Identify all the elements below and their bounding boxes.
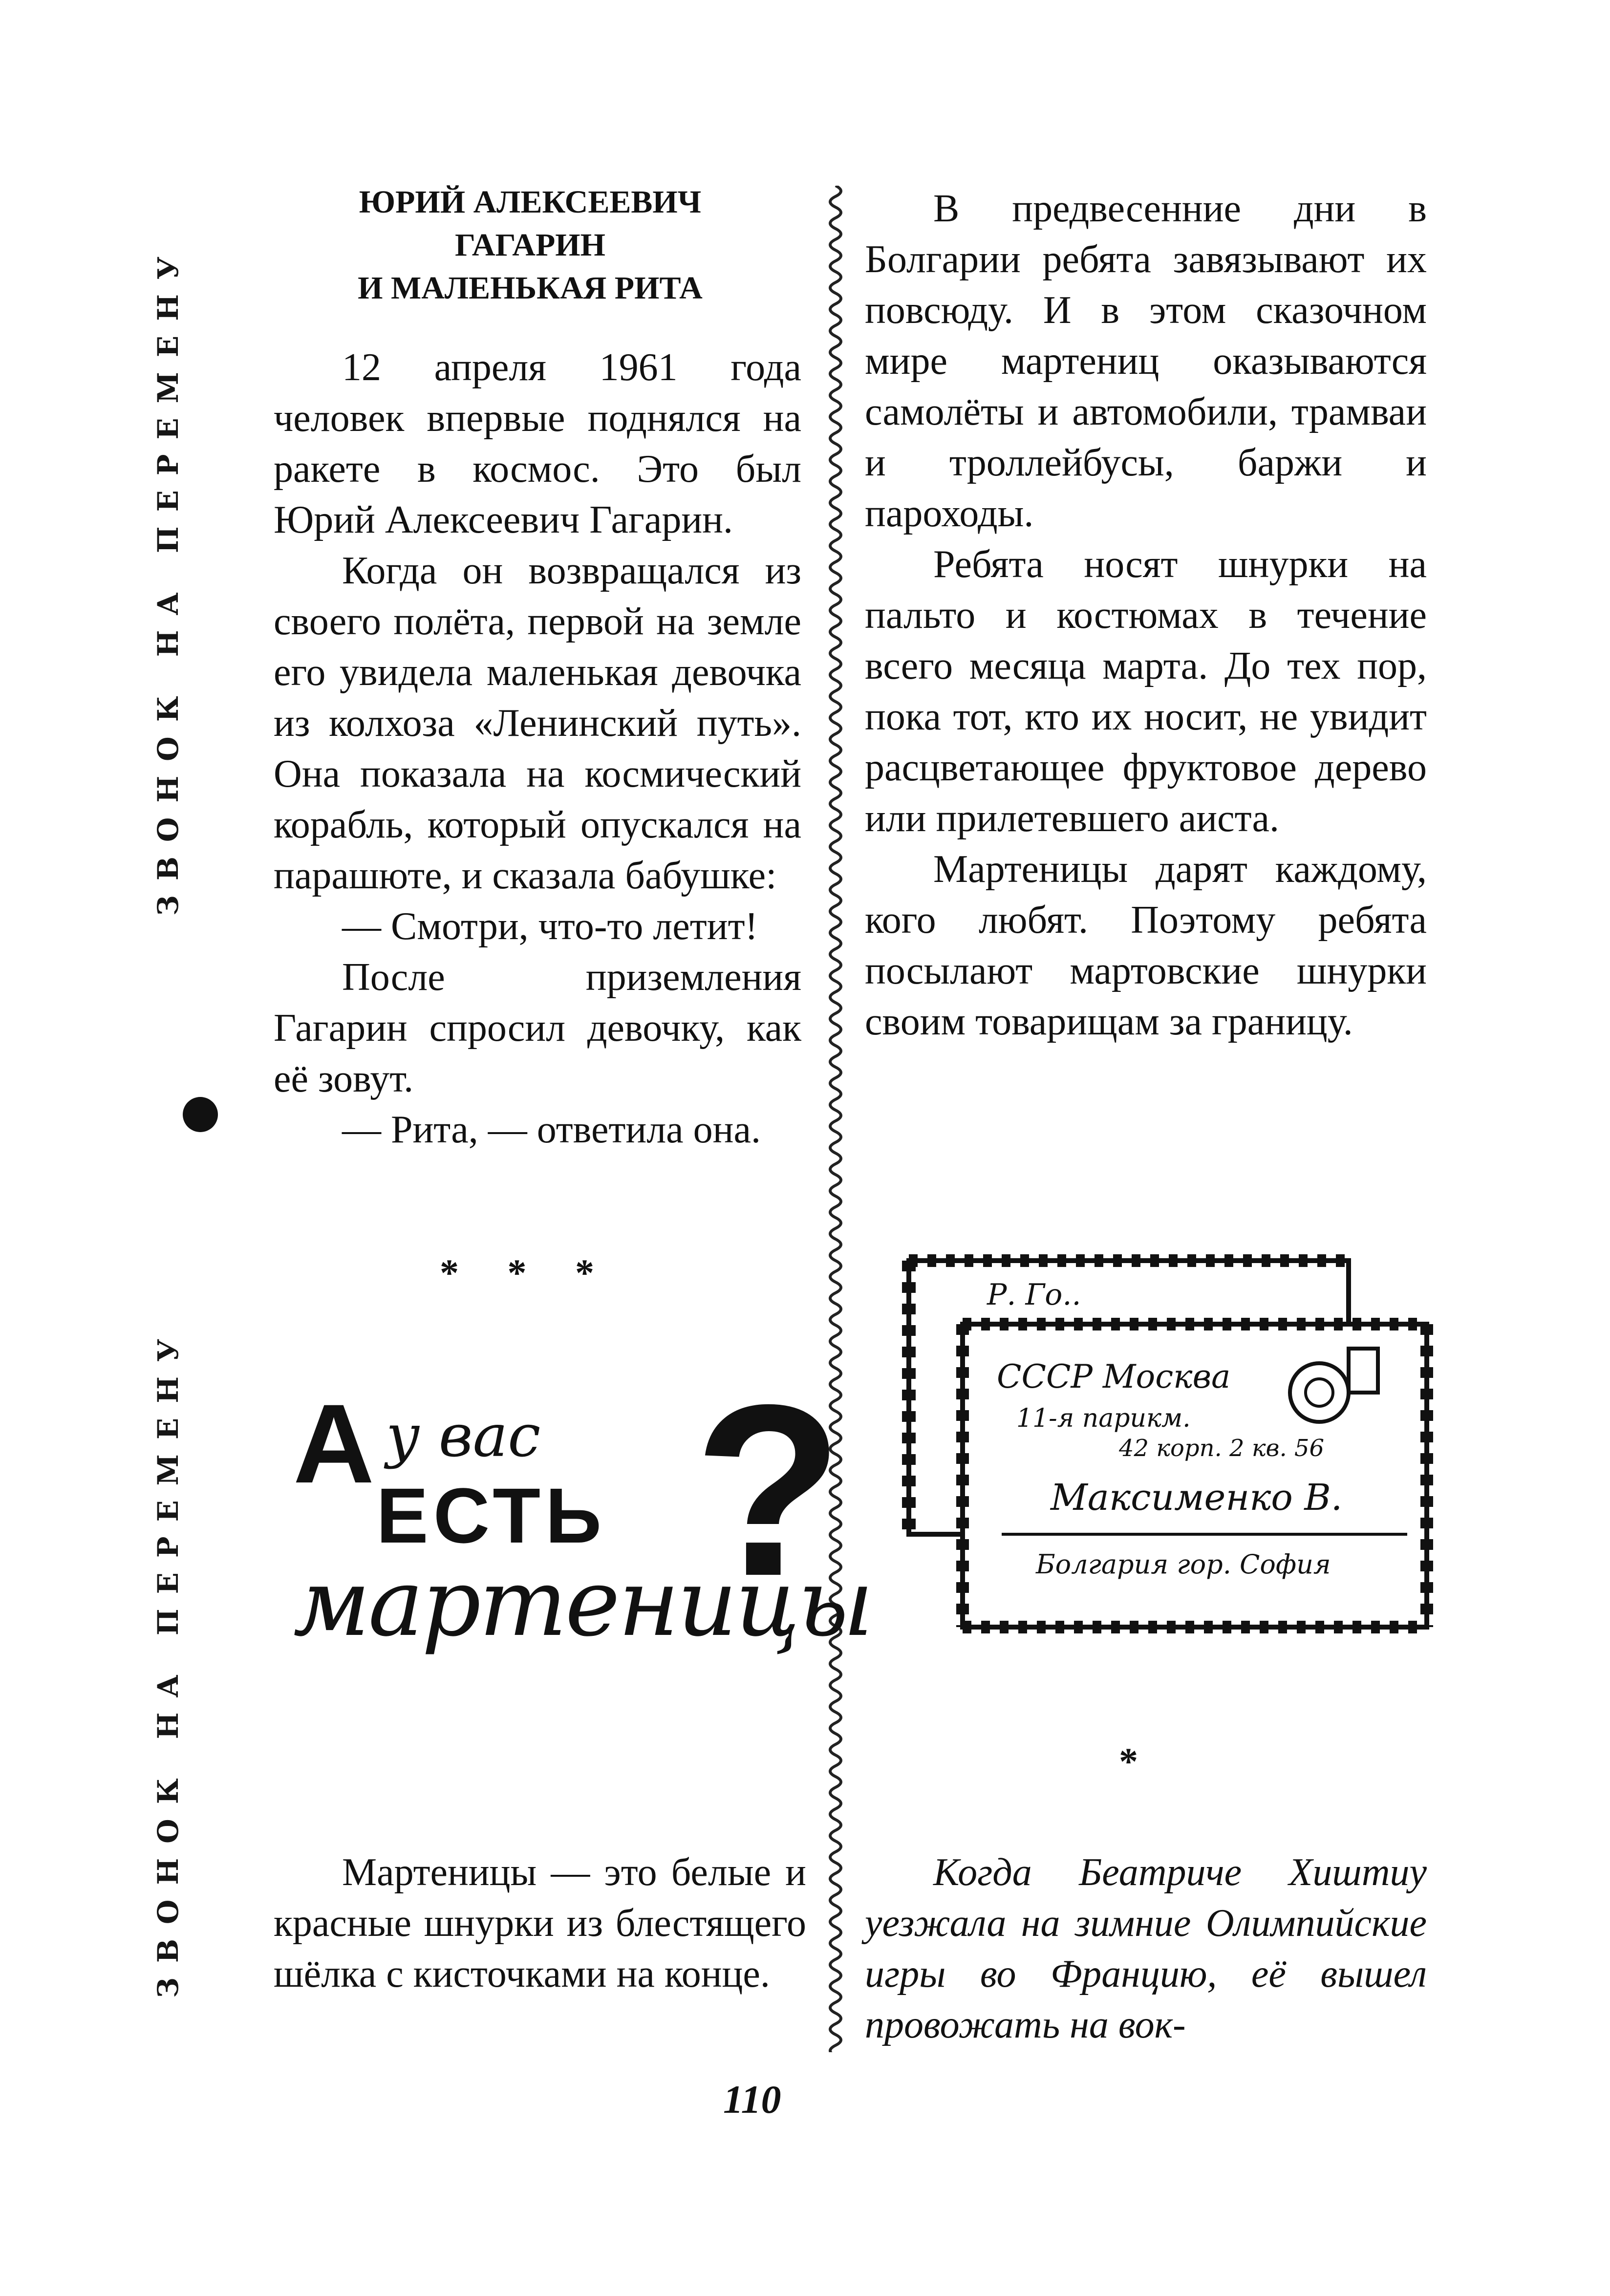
wavy-divider bbox=[821, 186, 850, 2052]
article1-body bbox=[274, 342, 801, 1155]
article2-body bbox=[274, 1847, 806, 1999]
side-running-title-bottom: ЗВОНОК НА ПЕРЕМЕНУ bbox=[151, 1324, 185, 1998]
envelope-line-1: СССР Москва bbox=[997, 1358, 1231, 1395]
article1-paragraph: Когда он возвращался из своего полёта, первой на земле его увидела маленькая девочка из колхоза «Ленинский путь». Она показала на космический корабль, который опускался на парашюте, и сказала бабушке: bbox=[274, 549, 801, 897]
article2-paragraph: Мартеницы — это белые и красные шнурки из блестящего шёлка с кисточками на конце. bbox=[274, 1851, 806, 1996]
article1-paragraph: После приземления Гагарин спросил девочку, как её зовут. bbox=[274, 956, 801, 1100]
right-column-text bbox=[865, 183, 1427, 1047]
headline-a: А bbox=[293, 1381, 375, 1506]
envelope-line-5: Болгария гор. София bbox=[1036, 1549, 1331, 1580]
envelope-line-2: 11-я парикм. bbox=[1016, 1404, 1191, 1433]
article1-paragraph: 12 апреля 1961 года человек впервые поднялся на ракете в космос. Это был Юрий Алексеевич Гагарин. bbox=[274, 346, 801, 541]
article-title bbox=[274, 181, 787, 310]
envelope-back-text: Р. Го.. bbox=[987, 1278, 1081, 1312]
envelope-line-4: Максименко В. bbox=[1051, 1477, 1343, 1519]
title-line-2: ГАГАРИН bbox=[455, 227, 605, 263]
right-paragraph: Ребята носят шнурки на пальто и костюмах в течение всего месяца марта. До тех пор, пока тот, кто их носит, не увидит расцветающее фруктовое дерево или прилетевшего аиста. bbox=[865, 543, 1427, 840]
article1-paragraph: — Рита, — ответила она. bbox=[342, 1108, 761, 1151]
title-line-3: И МАЛЕНЬКАЯ РИТА bbox=[358, 270, 703, 306]
separator-star: * bbox=[1119, 1740, 1158, 1782]
envelope-line-3: 42 корп. 2 кв. 56 bbox=[1119, 1435, 1325, 1462]
envelope-illustration bbox=[889, 1246, 1437, 1647]
headline-question-mark: ? bbox=[694, 1353, 843, 1627]
article3-body bbox=[865, 1847, 1427, 2050]
headline-u-vas: у вас bbox=[386, 1402, 541, 1470]
headline-block bbox=[293, 1353, 872, 1671]
article1-paragraph: — Смотри, что-то летит! bbox=[342, 905, 758, 948]
page-number: 110 bbox=[723, 2077, 781, 2122]
side-running-title-top: ЗВОНОК НА ПЕРЕМЕНУ bbox=[151, 242, 185, 916]
bullet-dot bbox=[183, 1097, 218, 1132]
title-line-1: ЮРИЙ АЛЕКСЕЕВИЧ bbox=[359, 184, 702, 220]
article3-paragraph: Когда Беатриче Хиштиу уезжала на зимние Олимпийские игры во Францию, её вышел провожать на вок- bbox=[865, 1851, 1427, 2046]
right-paragraph: Мартеницы дарят каждому, кого любят. Поэтому ребята посылают мартовские шнурки своим товарищам за границу. bbox=[865, 848, 1427, 1043]
right-paragraph: В предвесенние дни в Болгарии ребята завязывают их повсюду. И в этом сказочном мире мартениц оказываются самолёты и автомобили, трамваи и троллейбусы, баржи и пароходы. bbox=[865, 187, 1427, 535]
headline-martenitsy: мартеницы bbox=[293, 1549, 872, 1657]
separator-stars: * * * bbox=[440, 1251, 614, 1294]
headline-est: ЕСТЬ bbox=[376, 1472, 607, 1559]
